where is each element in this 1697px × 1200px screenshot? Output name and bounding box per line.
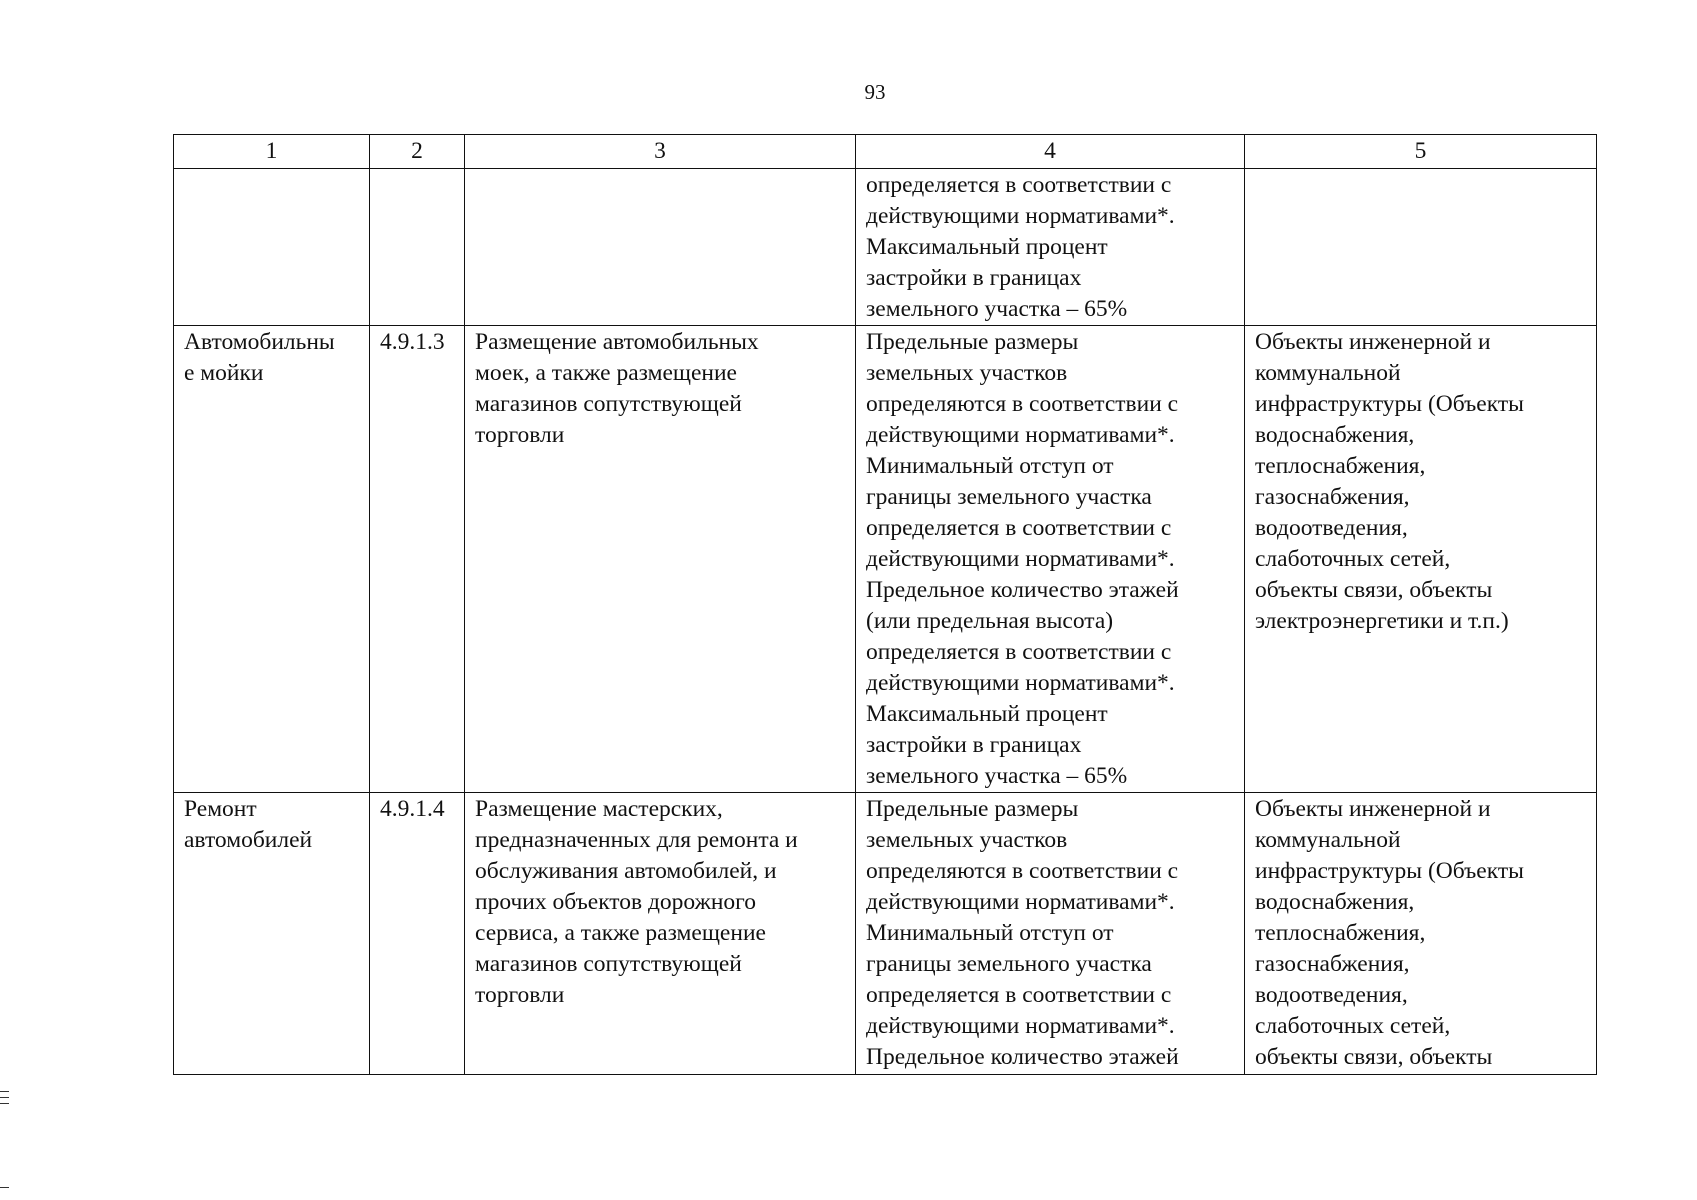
text-line: торговли (475, 982, 565, 1008)
text-line: Ремонт (184, 796, 257, 822)
text-line: действующими нормативами*. (866, 670, 1175, 696)
cell-auxiliary (1245, 793, 1597, 1075)
table-row-car-wash (174, 326, 1597, 793)
header-col-3: 3 (465, 135, 856, 169)
text-line: водоотведения, (1255, 515, 1408, 541)
table-row-continuation (174, 169, 1597, 326)
text-line: е мойки (184, 360, 264, 386)
header-col-5: 5 (1245, 135, 1597, 169)
text-line: обслуживания автомобилей, и (475, 858, 777, 884)
margin-mark (0, 1091, 9, 1092)
land-use-table (173, 134, 1597, 1075)
text-line: определяется в соответствии с (866, 639, 1172, 665)
text-line: земельных участков (866, 827, 1068, 853)
text-line: Максимальный процент (866, 234, 1108, 260)
text-line: определяются в соответствии с (866, 391, 1179, 417)
cell-code: 4.9.1.4 (370, 793, 465, 1075)
text-line: коммунальной (1255, 360, 1401, 386)
text-line: инфраструктуры (Объекты (1255, 391, 1524, 417)
text-line: действующими нормативами*. (866, 422, 1175, 448)
text-line: действующими нормативами*. (866, 1013, 1175, 1039)
text-line: прочих объектов дорожного (475, 889, 756, 915)
cell-name (174, 326, 370, 793)
text-line: земельного участка – 65% (866, 296, 1128, 322)
text-line: застройки в границах (866, 265, 1082, 291)
table-header-row (174, 135, 1597, 169)
cell-parameters (856, 326, 1245, 793)
text-line: Предельные размеры (866, 329, 1079, 355)
text-line: Объекты инженерной и (1255, 329, 1491, 355)
text-line: коммунальной (1255, 827, 1401, 853)
text-line: теплоснабжения, (1255, 453, 1426, 479)
text-line: действующими нормативами*. (866, 203, 1175, 229)
text-line: предназначенных для ремонта и (475, 827, 798, 853)
cell-auxiliary (1245, 326, 1597, 793)
cell-auxiliary (1245, 169, 1597, 326)
cell-name (174, 793, 370, 1075)
cell-parameters (856, 169, 1245, 326)
header-col-4: 4 (856, 135, 1245, 169)
header-col-2: 2 (370, 135, 465, 169)
text-line: застройки в границах (866, 732, 1082, 758)
text-line: слаботочных сетей, (1255, 1013, 1451, 1039)
text-line: теплоснабжения, (1255, 920, 1426, 946)
text-line: действующими нормативами*. (866, 889, 1175, 915)
text-line: водоснабжения, (1255, 422, 1415, 448)
text-line: границы земельного участка (866, 951, 1152, 977)
text-line: действующими нормативами*. (866, 546, 1175, 572)
text-line: определяется в соответствии с (866, 982, 1172, 1008)
cell-code (370, 169, 465, 326)
cell-parameters (856, 793, 1245, 1075)
text-line: инфраструктуры (Объекты (1255, 858, 1524, 884)
cell-description (465, 793, 856, 1075)
text-line: газоснабжения, (1255, 951, 1410, 977)
text-line: Предельные размеры (866, 796, 1079, 822)
margin-mark (0, 1103, 9, 1104)
text-line: торговли (475, 422, 565, 448)
text-line: Размещение мастерских, (475, 796, 723, 822)
text-line: Минимальный отступ от (866, 920, 1114, 946)
header-col-1: 1 (174, 135, 370, 169)
text-line: определяется в соответствии с (866, 515, 1172, 541)
cell-code: 4.9.1.3 (370, 326, 465, 793)
text-line: водоотведения, (1255, 982, 1408, 1008)
text-line: газоснабжения, (1255, 484, 1410, 510)
text-line: слаботочных сетей, (1255, 546, 1451, 572)
text-line: автомобилей (184, 827, 313, 853)
text-line: земельного участка – 65% (866, 763, 1128, 789)
text-line: Предельное количество этажей (866, 1044, 1179, 1070)
text-line: границы земельного участка (866, 484, 1152, 510)
text-line: объекты связи, объекты (1255, 577, 1493, 603)
text-line: Предельное количество этажей (866, 577, 1179, 603)
text-line: определяется в соответствии с (866, 172, 1172, 198)
page-number: 93 (864, 80, 886, 104)
text-line: Максимальный процент (866, 701, 1108, 727)
text-line: магазинов сопутствующей (475, 951, 742, 977)
text-line: водоснабжения, (1255, 889, 1415, 915)
text-line: электроэнергетики и т.п.) (1255, 608, 1509, 634)
text-line: Размещение автомобильных (475, 329, 759, 355)
margin-mark (0, 1097, 9, 1098)
margin-mark (0, 1187, 9, 1188)
text-line: Объекты инженерной и (1255, 796, 1491, 822)
text-line: земельных участков (866, 360, 1068, 386)
text-line: Минимальный отступ от (866, 453, 1114, 479)
text-line: сервиса, а также размещение (475, 920, 766, 946)
text-line: моек, а также размещение (475, 360, 737, 386)
text-line: (или предельная высота) (866, 608, 1114, 634)
text-line: Автомобильны (184, 329, 335, 355)
text-line: определяются в соответствии с (866, 858, 1179, 884)
text-line: объекты связи, объекты (1255, 1044, 1493, 1070)
cell-description (465, 169, 856, 326)
text-line: магазинов сопутствующей (475, 391, 742, 417)
cell-description (465, 326, 856, 793)
table-row-car-repair (174, 793, 1597, 1075)
cell-name (174, 169, 370, 326)
